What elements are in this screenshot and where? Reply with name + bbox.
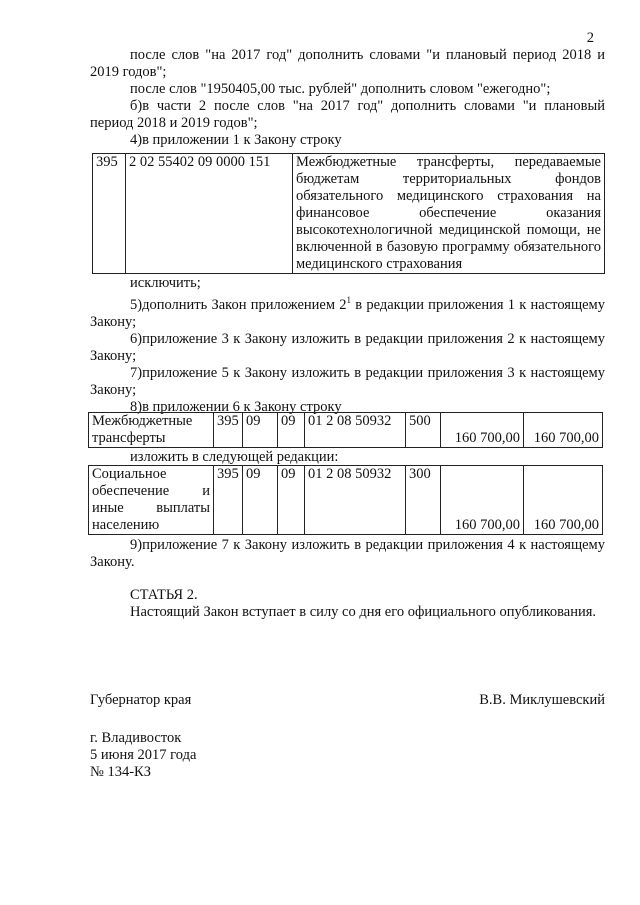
- item-5: [90, 292, 605, 331]
- table2-v1: 160 700,00: [441, 413, 524, 448]
- footer-city: г. Владивосток: [90, 730, 182, 746]
- table3-c3: 09: [278, 466, 305, 535]
- exclude-line: исключить;: [130, 275, 201, 291]
- intro-line-4: 4)в приложении 1 к Закону строку: [130, 132, 342, 148]
- intro-line-1: после слов "на 2017 год" дополнить словами "и плановый период 2018 и 2019 годов";: [90, 47, 605, 80]
- table1-description: Межбюджетные трансферты, передаваемые бюджетам территориальных фондов обязательного медицинского страхования на финансовое обеспечение оказания высокотехнологичной медицинской помощи, не включенной в базовую программу обязательного медицинского страхования: [293, 154, 605, 274]
- article-text: Настоящий Закон вступает в силу со дня его официального опубликования.: [130, 604, 597, 620]
- item-9: 9)приложение 7 к Закону изложить в редакции приложения 4 к настоящему Закону.: [90, 537, 605, 570]
- table-1: [92, 153, 605, 274]
- table3-c2: 09: [243, 466, 278, 535]
- table2-name: Межбюджетные трансферты: [89, 413, 214, 448]
- table-row: [89, 413, 603, 448]
- item-6: 6)приложение 3 к Закону изложить в редакции приложения 2 к настоящему Закону;: [90, 330, 605, 364]
- signature-block: [90, 692, 605, 709]
- item-5-a: 5)дополнить Закон приложением 2: [130, 296, 347, 313]
- intro-line-3: б)в части 2 после слов "на 2017 год" дополнить словами "и плановый период 2018 и 2019 годов";: [90, 98, 605, 131]
- item-7: 7)приложение 5 к Закону изложить в редакции приложения 3 к настоящему Закону;: [90, 364, 605, 398]
- table2-c4: 01 2 08 50932: [305, 413, 406, 448]
- page-number: 2: [586, 30, 594, 46]
- signature-position: Губернатор края: [90, 692, 192, 708]
- table2-c3: 09: [278, 413, 305, 448]
- table-row: [89, 466, 603, 535]
- item-9-block: [90, 537, 605, 571]
- footer-number: № 134-КЗ: [90, 764, 151, 780]
- article-block: [90, 587, 605, 621]
- table3-v2: 160 700,00: [524, 466, 603, 535]
- table2-c5: 500: [406, 413, 441, 448]
- table2-c1: 395: [214, 413, 243, 448]
- table-2: [88, 412, 603, 448]
- table3-c5: 300: [406, 466, 441, 535]
- article-title: СТАТЬЯ 2.: [130, 587, 198, 603]
- intro-line-2: после слов "1950405,00 тыс. рублей" дополнить словом "ежегодно";: [130, 81, 551, 97]
- item-5-sup: 1: [346, 295, 351, 305]
- replace-line: изложить в следующей редакции:: [130, 449, 339, 465]
- table2-c2: 09: [243, 413, 278, 448]
- item-8: 8)в приложении 6 к Закону строку: [130, 398, 342, 415]
- intro-block: [90, 47, 605, 149]
- table3-c4: 01 2 08 50932: [305, 466, 406, 535]
- table1-code: 395: [93, 154, 126, 274]
- footer-date: 5 июня 2017 года: [90, 747, 197, 763]
- signature-name: В.В. Миклушевский: [479, 692, 605, 708]
- table-row: [93, 154, 605, 274]
- footer-block: [90, 730, 605, 781]
- table3-name: Социальное обеспечение и иные выплаты населению: [89, 466, 214, 535]
- table2-v2: 160 700,00: [524, 413, 603, 448]
- table3-c1: 395: [214, 466, 243, 535]
- table-3: [88, 465, 603, 535]
- replace-block: [90, 449, 605, 466]
- item-5-b: в редакции приложения 1 к настоящему Закону;: [90, 296, 605, 330]
- table1-kbk: 2 02 55402 09 0000 151: [126, 154, 293, 274]
- mid-block: [90, 275, 605, 416]
- table3-v1: 160 700,00: [441, 466, 524, 535]
